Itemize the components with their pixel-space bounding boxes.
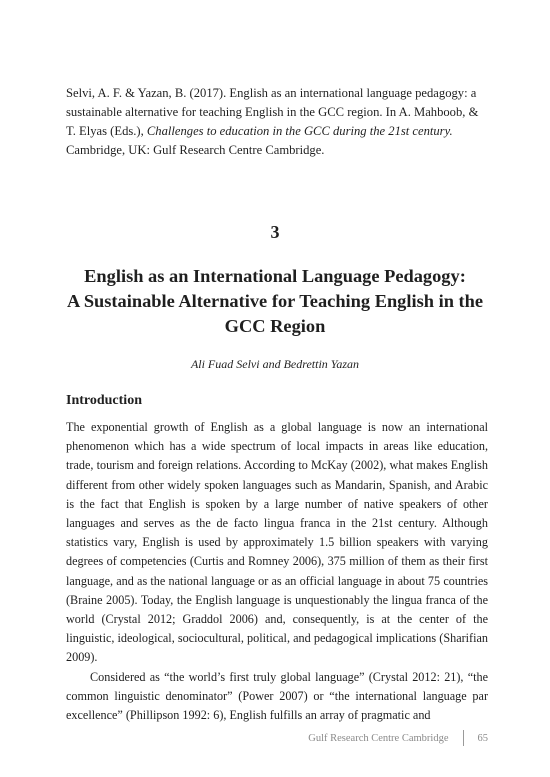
footer-divider xyxy=(463,730,464,746)
chapter-title xyxy=(40,264,510,339)
body-paragraph: Considered as “the world’s first truly global language” (Crystal 2012: 21), “the common linguistic denominator” (Power 2007) or “the international language par excellence” (Phillipson 1992: 6), English fulfills an array of pragmatic and xyxy=(66,669,488,723)
chapter-title-line: A Sustainable Alternative for Teaching English in the xyxy=(66,291,484,311)
footer-publisher: Gulf Research Centre Cambridge xyxy=(308,732,449,744)
body-paragraph: The exponential growth of English as a global language is now an international phenomenon which has a wide spectrum of local impacts in areas like education, trade, tourism and foreign relations. According to McKay (2002), what makes English different from other widely spoken languages such as Mandarin, Spanish, and Arabic is the fact that English is spoken by a large number of native speakers of other languages and serves as the de facto lingua franca in the 21st century. Although statistics vary, English is used by approximately 1.5 billion speakers with varying degrees of competencies (Curtis and Romney 2006), 375 million of them as their first language, and as the national language or as an official language in about 75 countries (Braine 2005). Today, the English language is unquestionably the lingua franca of the world (Crystal 2012; Graddol 2006) and, consequently, is at the center of the linguistic, ideological, sociocultural, political, and pedagogical implications (Sharifian 2009). xyxy=(66,420,488,665)
citation-publisher: Cambridge, UK: Gulf Research Centre Cambridge. xyxy=(66,143,325,157)
citation xyxy=(66,84,490,160)
page-footer xyxy=(308,730,488,746)
page-number: 65 xyxy=(477,732,488,744)
body-text xyxy=(66,418,488,725)
chapter-title-line: English as an International Language Pedagogy: xyxy=(84,266,466,286)
section-heading: Introduction xyxy=(66,393,142,408)
chapter-title-line: GCC Region xyxy=(224,316,326,336)
citation-book-title: Challenges to education in the GCC during the 21st century. xyxy=(146,124,453,138)
chapter-authors: Ali Fuad Selvi and Bedrettin Yazan xyxy=(190,357,360,371)
citation-text: Selvi, A. F. & Yazan, B. (2017). English as an international language pedagogy: a sustainable alternative for teaching English in the GCC region. In A. Mahboob, & T. Elyas (Eds.), xyxy=(66,86,479,138)
chapter-number: 3 xyxy=(270,222,280,242)
